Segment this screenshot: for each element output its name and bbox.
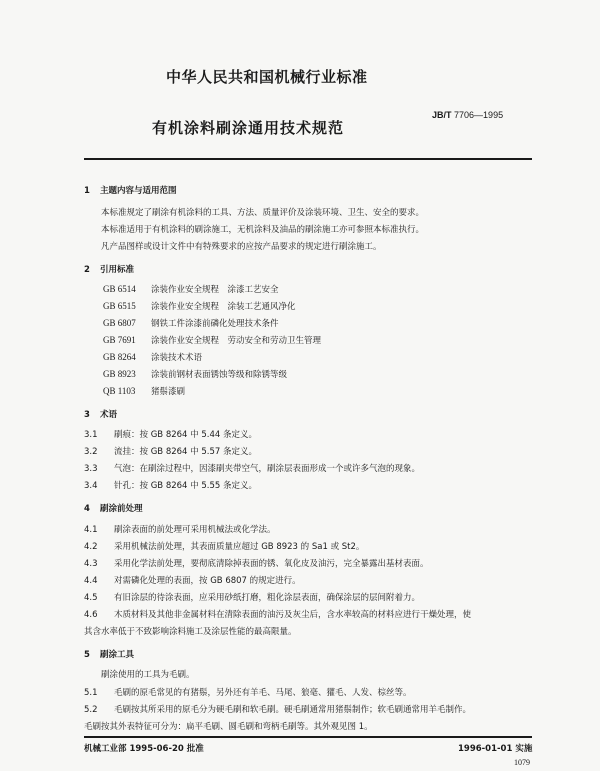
reference-name: 钢铁工件涂漆前磷化处理技术条件 bbox=[151, 319, 279, 329]
section-heading: 3 术语 bbox=[84, 410, 118, 420]
reference-name: 涂装作业安全规程 涂装工艺通风净化 bbox=[151, 302, 296, 312]
reference-name: 涂装技术术语 bbox=[151, 353, 203, 363]
paragraph: 凡产品图样或设计文件中有特殊要求的应按产品要求的规定进行刷涂施工。 bbox=[101, 242, 382, 252]
footer-rule bbox=[84, 736, 532, 738]
clause-item: 5.2 毛刷按其所采用的原毛分为硬毛刷和软毛刷。硬毛刷通常用猪鬃制作；软毛刷通常用羊毛制作。 bbox=[84, 705, 472, 715]
header-rule bbox=[84, 158, 532, 160]
reference-code: GB 7691 bbox=[103, 335, 136, 345]
section-heading: 5 刷涂工具 bbox=[84, 650, 135, 660]
clause-item: 4.1 刷涂表面的前处理可采用机械法或化学法。 bbox=[84, 525, 276, 535]
clause-item: 3.2 流挂：按 GB 8264 中 5.57 条定义。 bbox=[84, 447, 257, 457]
paragraph: 本标准适用于有机涂料的刷涂施工，无机涂料及油品的刷涂施工亦可参照本标准执行。 bbox=[101, 225, 425, 235]
reference-code: QB 1103 bbox=[103, 386, 136, 396]
clause-item: 4.2 采用机械法前处理，其表面质量应超过 GB 8923 的 Sa1 或 St2。 bbox=[84, 542, 365, 552]
reference-item bbox=[103, 283, 279, 295]
reference-item bbox=[103, 368, 287, 380]
issuing-organization: 中华人民共和国机械行业标准 bbox=[166, 68, 368, 86]
clause-item: 3.3 气泡：在刷涂过程中，因漆刷夹带空气，刷涂层表面形成一个或许多气泡的现象。 bbox=[84, 464, 421, 474]
clause-item: 4.6 木质材料及其他非金属材料在清除表面的油污及灰尘后，含水率较高的材料应进行干燥处理，使 bbox=[84, 610, 472, 620]
clause-item: 4.5 有旧涂层的待涂表面，应采用砂纸打磨，粗化涂层表面，确保涂层的层间附着力。 bbox=[84, 593, 421, 603]
standard-prefix: JB/T bbox=[432, 110, 452, 120]
clause-item: 4.3 采用化学法前处理，要彻底清除掉表面的锈、氧化皮及油污，完全暴露出基材表面。 bbox=[84, 559, 429, 569]
reference-item bbox=[103, 334, 321, 346]
clause-item: 3.4 针孔：按 GB 8264 中 5.55 条定义。 bbox=[84, 481, 257, 491]
standard-number: 7706—1995 bbox=[454, 110, 504, 120]
implementation-date: 1996-01-01 实施 bbox=[458, 744, 533, 754]
reference-code: GB 6807 bbox=[103, 318, 136, 328]
paragraph: 本标准规定了刷涂有机涂料的工具、方法、质量评价及涂装环境、卫生、安全的要求。 bbox=[101, 208, 425, 218]
approval-date: 机械工业部 1995-06-20 批准 bbox=[84, 744, 204, 754]
clause-continuation: 毛刷按其外表特征可分为：扁平毛刷、圆毛刷和弯柄毛刷等。其外观见图 1。 bbox=[84, 722, 373, 732]
reference-item bbox=[103, 385, 185, 397]
reference-code: GB 8264 bbox=[103, 352, 136, 362]
clause-item: 4.4 对需磷化处理的表面，按 GB 6807 的规定进行。 bbox=[84, 576, 301, 586]
reference-name: 涂装前钢材表面锈蚀等级和除锈等级 bbox=[151, 370, 288, 380]
standard-title: 有机涂料刷涂通用技术规范 bbox=[152, 119, 345, 137]
clause-continuation: 其含水率低于不致影响涂料施工及涂层性能的最高限量。 bbox=[84, 627, 297, 637]
reference-code: GB 6515 bbox=[103, 301, 136, 311]
page-number: 1079 bbox=[514, 758, 530, 767]
clause-item: 3.1 刷痕：按 GB 8264 中 5.44 条定义。 bbox=[84, 430, 257, 440]
clause-item: 5.1 毛刷的原毛常见的有猪鬃，另外还有羊毛、马尾、狼毫、獾毛、人发、棕丝等。 bbox=[84, 688, 412, 698]
reference-item bbox=[103, 351, 202, 363]
standard-code bbox=[432, 110, 503, 120]
reference-code: GB 8923 bbox=[103, 369, 136, 379]
section-heading: 1 主题内容与适用范围 bbox=[84, 186, 177, 196]
reference-name: 涂装作业安全规程 劳动安全和劳动卫生管理 bbox=[151, 336, 322, 346]
reference-name: 猪鬃漆刷 bbox=[151, 387, 186, 397]
paragraph: 刷涂使用的工具为毛刷。 bbox=[101, 670, 195, 680]
section-heading: 4 刷涂前处理 bbox=[84, 504, 143, 514]
reference-item bbox=[103, 317, 279, 329]
section-heading: 2 引用标准 bbox=[84, 265, 135, 275]
reference-name: 涂装作业安全规程 涂漆工艺安全 bbox=[151, 285, 279, 295]
reference-item bbox=[103, 300, 296, 312]
reference-code: GB 6514 bbox=[103, 284, 136, 294]
